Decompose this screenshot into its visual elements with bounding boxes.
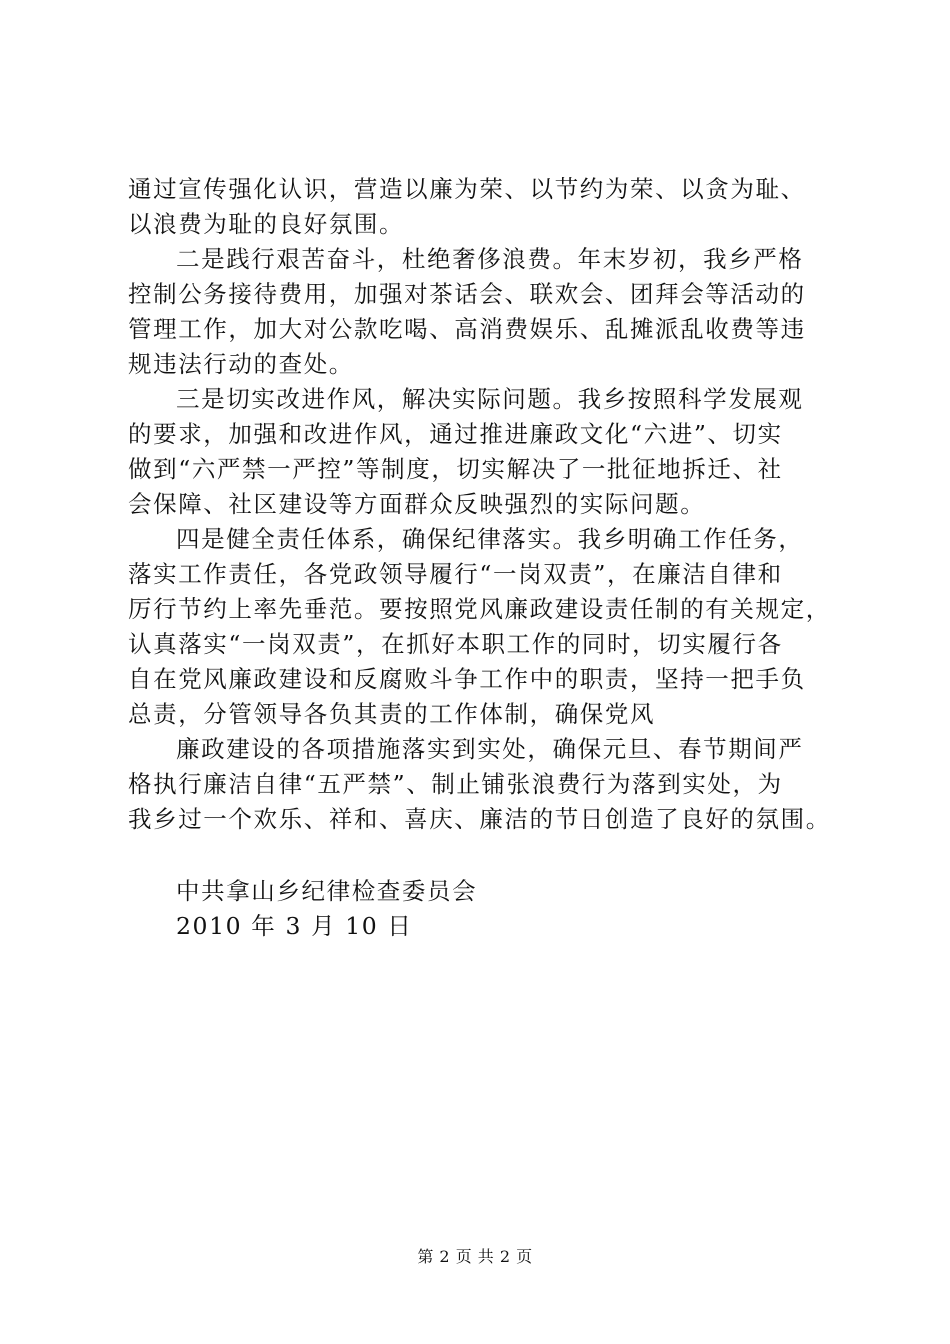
document-body xyxy=(128,172,836,944)
text-line: 管理工作，加大对公款吃喝、高消费娱乐、乱摊派乱收费等违 xyxy=(128,315,806,343)
text-line: 厉行节约上率先垂范。要按照党风廉政建设责任制的有关规定， xyxy=(128,595,831,623)
text-line: 以浪费为耻的良好氛围。 xyxy=(128,210,405,238)
paragraph-start-line: 二是践行艰苦奋斗，杜绝奢侈浪费。年末岁初，我乡严格 xyxy=(176,245,804,273)
text-line: 格执行廉洁自律“五严禁”、制止铺张浪费行为落到实处，为 xyxy=(128,770,783,798)
page-number-footer: 第 2 页 共 2 页 xyxy=(417,1247,533,1266)
text-line: 自在党风廉政建设和反腐败斗争工作中的职责，坚持一把手负 xyxy=(128,665,806,693)
signature-date: 2010 年 3 月 10 日 xyxy=(176,912,413,940)
paragraph-spacer xyxy=(128,837,836,874)
text-line: 通过宣传强化认识，营造以廉为荣、以节约为荣、以贪为耻、 xyxy=(128,175,806,203)
text-line: 规违法行动的查处。 xyxy=(128,350,354,378)
paragraph-start-line: 廉政建设的各项措施落实到实处，确保元旦、春节期间严 xyxy=(176,735,804,763)
text-line: 会保障、社区建设等方面群众反映强烈的实际问题。 xyxy=(128,490,706,518)
text-line: 落实工作责任，各党政领导履行“一岗双责”，在廉洁自律和 xyxy=(128,560,783,588)
text-line: 我乡过一个欢乐、祥和、喜庆、廉洁的节日创造了良好的氛围。 xyxy=(128,805,831,833)
text-line: 做到“六严禁一严控”等制度，切实解决了一批征地拆迁、社 xyxy=(128,455,783,483)
text-line: 认真落实“一岗双责”，在抓好本职工作的同时，切实履行各 xyxy=(128,630,783,658)
paragraph-start-line: 三是切实改进作风，解决实际问题。我乡按照科学发展观 xyxy=(176,385,804,413)
signature-organization: 中共拿山乡纪律检查委员会 xyxy=(176,877,478,905)
text-line: 总责，分管领导各负其责的工作体制，确保党风 xyxy=(128,700,656,728)
paragraph-start-line: 四是健全责任体系，确保纪律落实。我乡明确工作任务， xyxy=(176,525,804,553)
text-line: 的要求，加强和改进作风，通过推进廉政文化“六进”、切实 xyxy=(128,420,783,448)
text-line: 控制公务接待费用，加强对茶话会、联欢会、团拜会等活动的 xyxy=(128,280,806,308)
